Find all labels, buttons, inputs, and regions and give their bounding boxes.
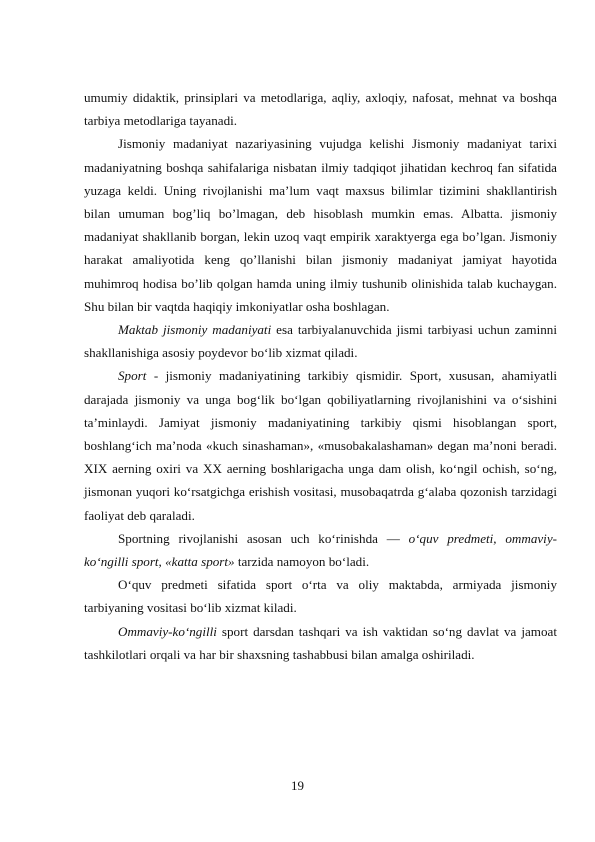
paragraph bbox=[84, 364, 557, 526]
text-run: esa tarbiyalanuvchida jismi tarbiyasi uchun zaminni shakllanishiga asosiy poydevor bo‘lib xizmat qiladi. bbox=[84, 322, 557, 361]
italic-term: Sport bbox=[118, 368, 147, 384]
italic-term: Maktab jismoniy madaniyati bbox=[118, 322, 272, 338]
text-run: tarzida namoyon bo‘ladi. bbox=[234, 554, 370, 570]
paragraph bbox=[84, 573, 557, 619]
text-run: Sportning rivojlanishi asosan uch ko‘rinishda — bbox=[118, 530, 409, 546]
text-run: - jismoniy madaniyatining tarkibiy qismidir. Sport, xususan, ahamiyatli darajada jismoniy va unga bog‘lik bo‘lgan qobiliyatlarning rivojlanishini va o‘sishini ta’minlaydi. Jamiyat jismoniy madaniyatining tarkibiy qismi hisoblangan sport, boshlang‘ich ma’noda «kuch sinashaman», «musobakalashaman» degan ma’noni beradi. XIX aerning oxiri va XX aerning boshlarigacha unga dam olish, ko‘ngil ochish, so‘ng, jismonan yuqori ko‘rsatgichga erishish vositasi, musobaqatrda g‘alaba qozonish tarzidagi faoliyat deb qaraladi. bbox=[84, 368, 557, 523]
italic-term: Ommaviy-ko‘ngilli bbox=[118, 623, 217, 639]
text-run: umumiy didaktik, prinsiplari va metodlariga, aqliy, axloqiy, nafosat, mehnat va boshqa tarbiya metodlariga tayanadi. bbox=[84, 90, 557, 129]
text-run: O‘quv predmeti sifatida sport o‘rta va oliy maktabda, armiyada jismoniy tarbiyaning vositasi bo‘lib xizmat kiladi. bbox=[84, 577, 557, 616]
paragraph bbox=[84, 620, 557, 666]
document-body bbox=[84, 86, 557, 666]
text-run: Jismoniy madaniyat nazariyasining vujudga kelishi Jismoniy madaniyat tarixi madaniyatning boshqa sahifalariga nisbatan ilmiy tadqiqot jihatidan kechroq fan sifatida yuzaga keldi. Uning rivojlanishi ma’lum vaqt maxsus bilimlar tizimini shakllantirish bilan umuman bog’liq bo’lmagan, deb hisoblash mumkin emas. Albatta. jismoniy madaniyat shakllanib borgan, lekin uzoq vaqt empirik xaraktyerga ega bo’lgan. Jismoniy harakat amaliyotida keng qo’llanishi bilan jismoniy madaniyat jamiyat hayotida muhimroq hodisa bo’lib qolgan hamda uning ilmiy tushunib olinishida talab kuchaygan. Shu bilan bir vaqtda haqiqiy imkoniyatlar osha boshlagan. bbox=[84, 136, 557, 314]
page-number: 19 bbox=[291, 778, 304, 793]
paragraph bbox=[84, 86, 557, 132]
italic-term: o‘quv predmeti, ommaviy-ko‘ngilli sport, «katta sport» bbox=[84, 530, 557, 570]
paragraph bbox=[84, 318, 557, 364]
paragraph bbox=[84, 527, 557, 573]
paragraph bbox=[84, 132, 557, 318]
text-run: sport darsdan tashqari va ish vaktidan so‘ng davlat va jamoat tashkilotlari orqali va har bir shaxsning tashabbusi bilan amalga oshiriladi. bbox=[84, 623, 557, 662]
